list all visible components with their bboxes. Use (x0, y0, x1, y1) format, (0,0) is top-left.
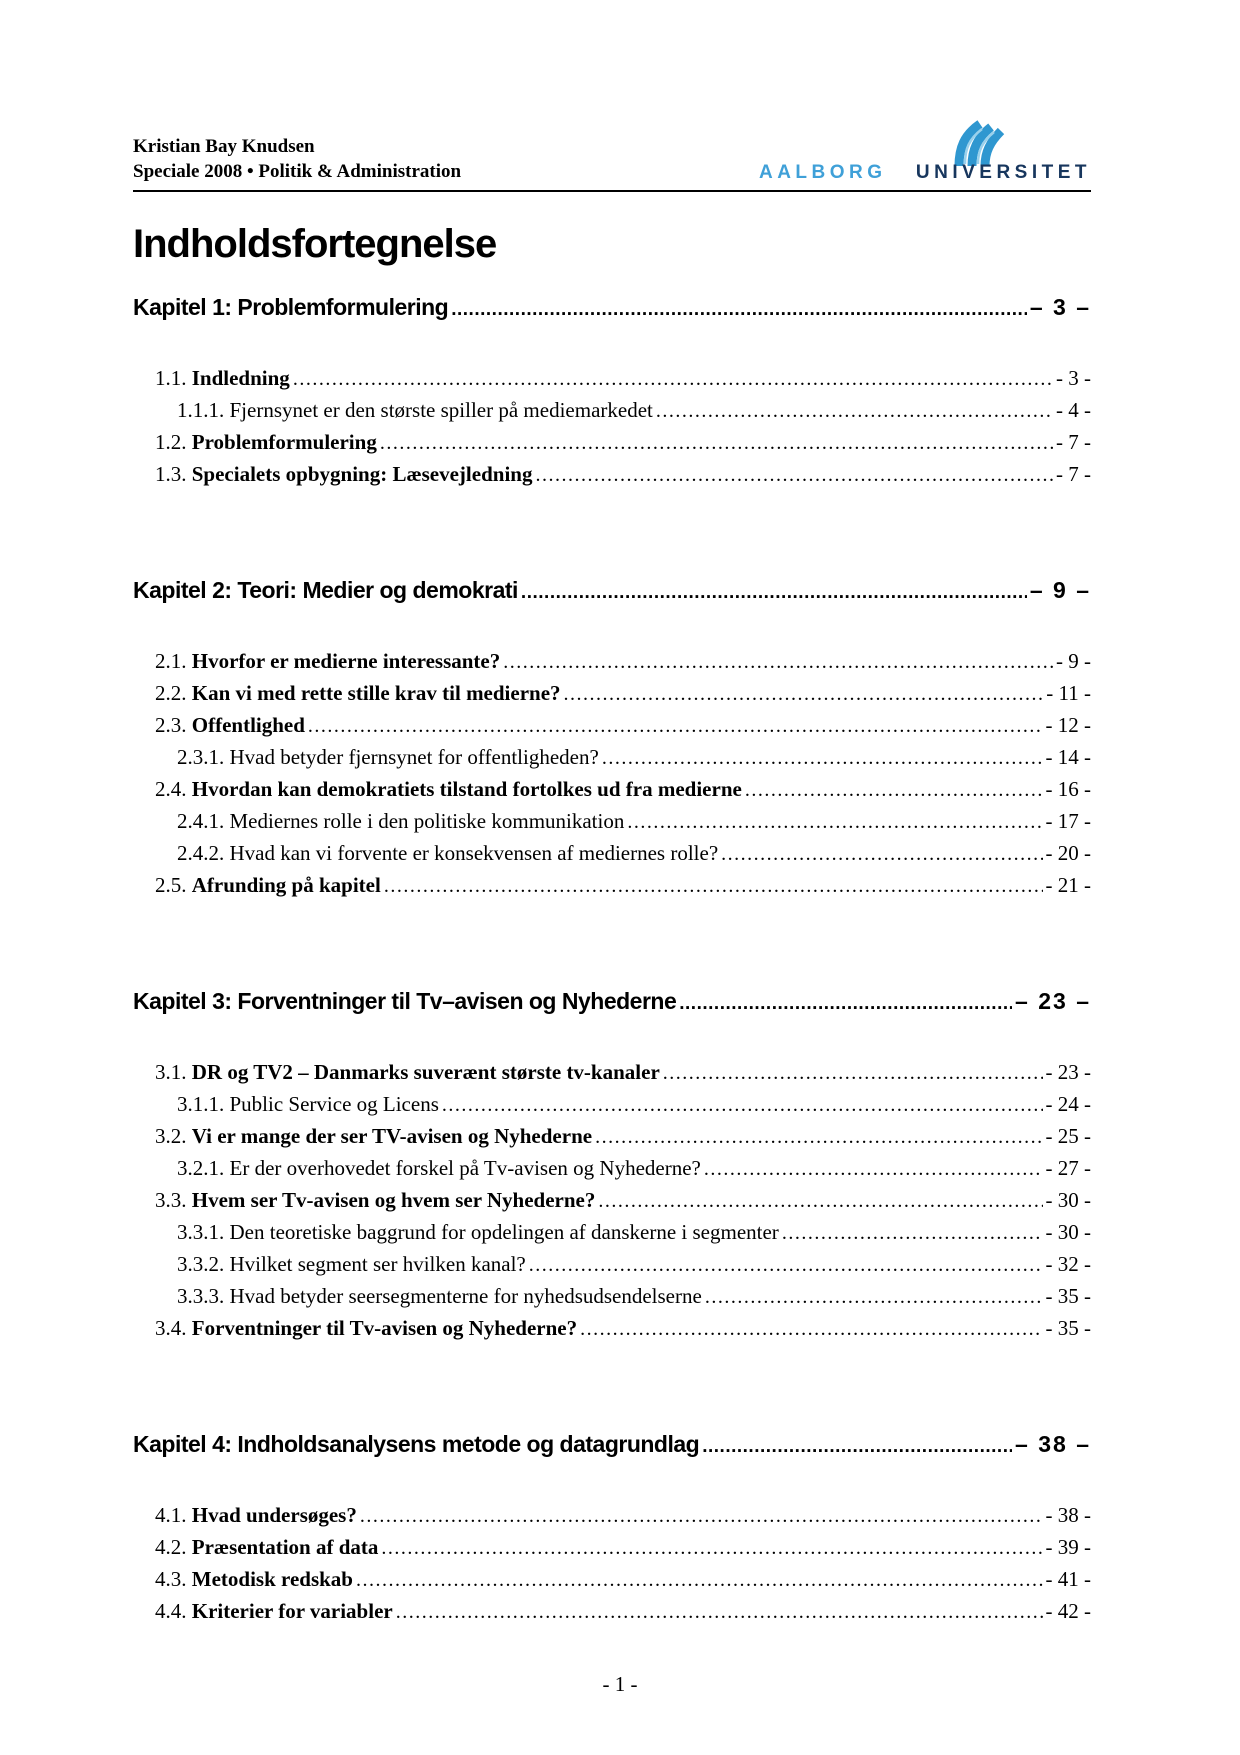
entry-page-number: - 35 - (1045, 1284, 1091, 1308)
header-divider (133, 190, 1091, 192)
entry-label: DR og TV2 – Danmarks suverænt største tv-kanaler (186, 1060, 660, 1084)
wordmark-universitet: UNIVERSITET (915, 162, 1091, 183)
entry-number: 3.4. (155, 1316, 187, 1340)
entry-label: Hvad kan vi forvente er konsekvensen af mediernes rolle? (224, 841, 719, 865)
toc-entry (133, 1281, 1091, 1313)
toc-entry (133, 395, 1091, 427)
dot-leader (396, 1596, 1043, 1628)
dot-leader (602, 742, 1043, 774)
entry-label: Er der overhovedet forskel på Tv-avisen og Nyhederne? (224, 1156, 701, 1180)
toc-entry (133, 1089, 1091, 1121)
toc-chapter-heading (133, 575, 1091, 608)
dot-leader (704, 1153, 1043, 1185)
entry-label: Fjernsynet er den største spiller på mediemarkedet (224, 398, 653, 422)
dot-leader (308, 710, 1043, 742)
dot-leader (663, 1057, 1043, 1089)
entry-page-number: - 39 - (1045, 1535, 1091, 1559)
toc-entry (133, 774, 1091, 806)
entry-label: Præsentation af data (186, 1535, 379, 1559)
dot-leader (381, 1532, 1042, 1564)
entry-page-number: - 7 - (1056, 462, 1091, 486)
entry-number: 2.4.1. (177, 809, 225, 833)
toc-entry (133, 678, 1091, 710)
dot-leader (595, 1121, 1042, 1153)
entry-number: 4.2. (155, 1535, 187, 1559)
toc-entry (133, 459, 1091, 491)
entry-label: Kriterier for variabler (186, 1599, 393, 1623)
dot-leader (705, 1281, 1043, 1313)
page-footer (0, 1672, 1240, 1697)
toc-entry (133, 1153, 1091, 1185)
dot-leader (721, 838, 1042, 870)
entry-page-number: - 20 - (1045, 841, 1091, 865)
toc-chapter-block (133, 292, 1091, 491)
dot-leader (627, 806, 1042, 838)
chapter-title: Kapitel 1: Problemformulering (133, 294, 449, 320)
entry-number: 4.3. (155, 1567, 187, 1591)
dot-leader (380, 427, 1053, 459)
chapter-page-number: – 23 – (1015, 988, 1091, 1014)
dot-leader (442, 1089, 1043, 1121)
entry-page-number: - 25 - (1045, 1124, 1091, 1148)
entry-number: 2.3. (155, 713, 187, 737)
entry-label: Hvad betyder fjernsynet for offentligheden? (224, 745, 599, 769)
dot-leader (702, 1429, 1012, 1462)
entry-label: Offentlighed (186, 713, 305, 737)
page-header (133, 0, 1091, 184)
toc-entry (133, 1313, 1091, 1345)
toc-entry (133, 646, 1091, 678)
entry-number: 1.3. (155, 462, 187, 486)
chapter-title: Kapitel 2: Teori: Medier og demokrati (133, 577, 518, 603)
toc-entry (133, 1249, 1091, 1281)
entry-number: 3.3.2. (177, 1252, 225, 1276)
toc-entry (133, 870, 1091, 902)
entry-label: Hvad betyder seersegmenterne for nyhedsudsendelserne (224, 1284, 702, 1308)
chapter-page-number: – 9 – (1029, 577, 1091, 603)
toc-entry (133, 1185, 1091, 1217)
page-number: - 1 - (602, 1672, 638, 1696)
entry-page-number: - 11 - (1046, 681, 1091, 705)
entry-number: 2.2. (155, 681, 187, 705)
entry-number: 4.1. (155, 1503, 187, 1527)
entry-page-number: - 27 - (1045, 1156, 1091, 1180)
entry-page-number: - 42 - (1045, 1599, 1091, 1623)
table-of-contents (133, 292, 1091, 1628)
dot-leader (535, 459, 1053, 491)
chapter-page-number: – 3 – (1029, 294, 1091, 320)
toc-entry (133, 742, 1091, 774)
author-name: Kristian Bay Knudsen (133, 136, 315, 157)
entry-number: 3.3. (155, 1188, 187, 1212)
entry-page-number: - 16 - (1045, 777, 1091, 801)
toc-entry (133, 363, 1091, 395)
chapter-title: Kapitel 3: Forventninger til Tv–avisen og Nyhederne (133, 988, 677, 1014)
thesis-subtitle: Speciale 2008 • Politik & Administration (133, 161, 462, 182)
entry-number: 1.2. (155, 430, 187, 454)
toc-chapter-block (133, 986, 1091, 1345)
dot-leader (564, 678, 1044, 710)
toc-chapter-heading (133, 986, 1091, 1019)
entry-label: Afrunding på kapitel (186, 873, 381, 897)
toc-entry (133, 1217, 1091, 1249)
wordmark-aalborg: AALBORG (758, 162, 887, 183)
entry-label: Kan vi med rette stille krav til medierne? (186, 681, 561, 705)
entry-page-number: - 30 - (1045, 1220, 1091, 1244)
dot-leader (521, 575, 1027, 608)
entry-number: 3.2. (155, 1124, 187, 1148)
aau-wave-icon (947, 118, 1005, 166)
entry-number: 2.4. (155, 777, 187, 801)
entry-label: Hvem ser Tv-avisen og hvem ser Nyhederne? (186, 1188, 596, 1212)
entry-label: Specialets opbygning: Læsevejledning (186, 462, 533, 486)
entry-page-number: - 21 - (1045, 873, 1091, 897)
toc-entry (133, 1596, 1091, 1628)
entry-page-number: - 3 - (1056, 366, 1091, 390)
entry-label: Hvilket segment ser hvilken kanal? (224, 1252, 526, 1276)
dot-leader (356, 1564, 1043, 1596)
toc-entry (133, 1121, 1091, 1153)
entry-page-number: - 4 - (1056, 398, 1091, 422)
entry-page-number: - 23 - (1045, 1060, 1091, 1084)
page-title: Indholdsfortegnelse (133, 222, 497, 266)
entry-page-number: - 35 - (1045, 1316, 1091, 1340)
entry-number: 3.1.1. (177, 1092, 225, 1116)
entry-number: 1.1.1. (177, 398, 225, 422)
entry-label: Vi er mange der ser TV-avisen og Nyhederne (186, 1124, 593, 1148)
toc-entry (133, 1500, 1091, 1532)
entry-number: 3.1. (155, 1060, 187, 1084)
dot-leader (782, 1217, 1043, 1249)
university-wordmark (759, 162, 1091, 184)
dot-leader (529, 1249, 1043, 1281)
entry-label: Den teoretiske baggrund for opdelingen af danskerne i segmenter (224, 1220, 779, 1244)
entry-page-number: - 38 - (1045, 1503, 1091, 1527)
entry-page-number: - 12 - (1045, 713, 1091, 737)
entry-page-number: - 32 - (1045, 1252, 1091, 1276)
dot-leader (293, 363, 1053, 395)
toc-entry (133, 1057, 1091, 1089)
entry-label: Indledning (186, 366, 290, 390)
entry-page-number: - 14 - (1045, 745, 1091, 769)
entry-number: 2.1. (155, 649, 187, 673)
entry-number: 2.5. (155, 873, 187, 897)
entry-label: Hvad undersøges? (186, 1503, 357, 1527)
toc-entry (133, 838, 1091, 870)
toc-chapter-block (133, 575, 1091, 902)
entry-number: 4.4. (155, 1599, 187, 1623)
dot-leader (503, 646, 1053, 678)
toc-entry (133, 1564, 1091, 1596)
toc-entry (133, 806, 1091, 838)
dot-leader (745, 774, 1043, 806)
dot-leader (384, 870, 1043, 902)
entry-page-number: - 30 - (1045, 1188, 1091, 1212)
entry-label: Metodisk redskab (186, 1567, 353, 1591)
entry-label: Problemformulering (186, 430, 377, 454)
university-logo (759, 118, 1091, 184)
entry-page-number: - 41 - (1045, 1567, 1091, 1591)
entry-number: 1.1. (155, 366, 187, 390)
entry-number: 2.3.1. (177, 745, 225, 769)
toc-chapter-heading (133, 292, 1091, 325)
entry-page-number: - 7 - (1056, 430, 1091, 454)
entry-number: 3.3.1. (177, 1220, 225, 1244)
entry-label: Forventninger til Tv-avisen og Nyhederne? (186, 1316, 578, 1340)
chapter-page-number: – 38 – (1015, 1431, 1091, 1457)
dot-leader (598, 1185, 1042, 1217)
entry-label: Hvorfor er medierne interessante? (186, 649, 501, 673)
entry-number: 3.2.1. (177, 1156, 225, 1180)
entry-page-number: - 24 - (1045, 1092, 1091, 1116)
entry-page-number: - 17 - (1045, 809, 1091, 833)
entry-label: Mediernes rolle i den politiske kommunikation (224, 809, 625, 833)
header-author-block (133, 134, 461, 184)
dot-leader (360, 1500, 1043, 1532)
toc-entry (133, 1532, 1091, 1564)
dot-leader (679, 986, 1012, 1019)
chapter-title: Kapitel 4: Indholdsanalysens metode og datagrundlag (133, 1431, 700, 1457)
dot-leader (451, 292, 1027, 325)
entry-label: Hvordan kan demokratiets tilstand fortolkes ud fra medierne (186, 777, 742, 801)
entry-number: 2.4.2. (177, 841, 225, 865)
toc-entry (133, 710, 1091, 742)
toc-entry (133, 427, 1091, 459)
entry-page-number: - 9 - (1056, 649, 1091, 673)
dot-leader (580, 1313, 1042, 1345)
toc-chapter-block (133, 1429, 1091, 1628)
toc-chapter-heading (133, 1429, 1091, 1462)
dot-leader (656, 395, 1053, 427)
entry-number: 3.3.3. (177, 1284, 225, 1308)
entry-label: Public Service og Licens (224, 1092, 439, 1116)
